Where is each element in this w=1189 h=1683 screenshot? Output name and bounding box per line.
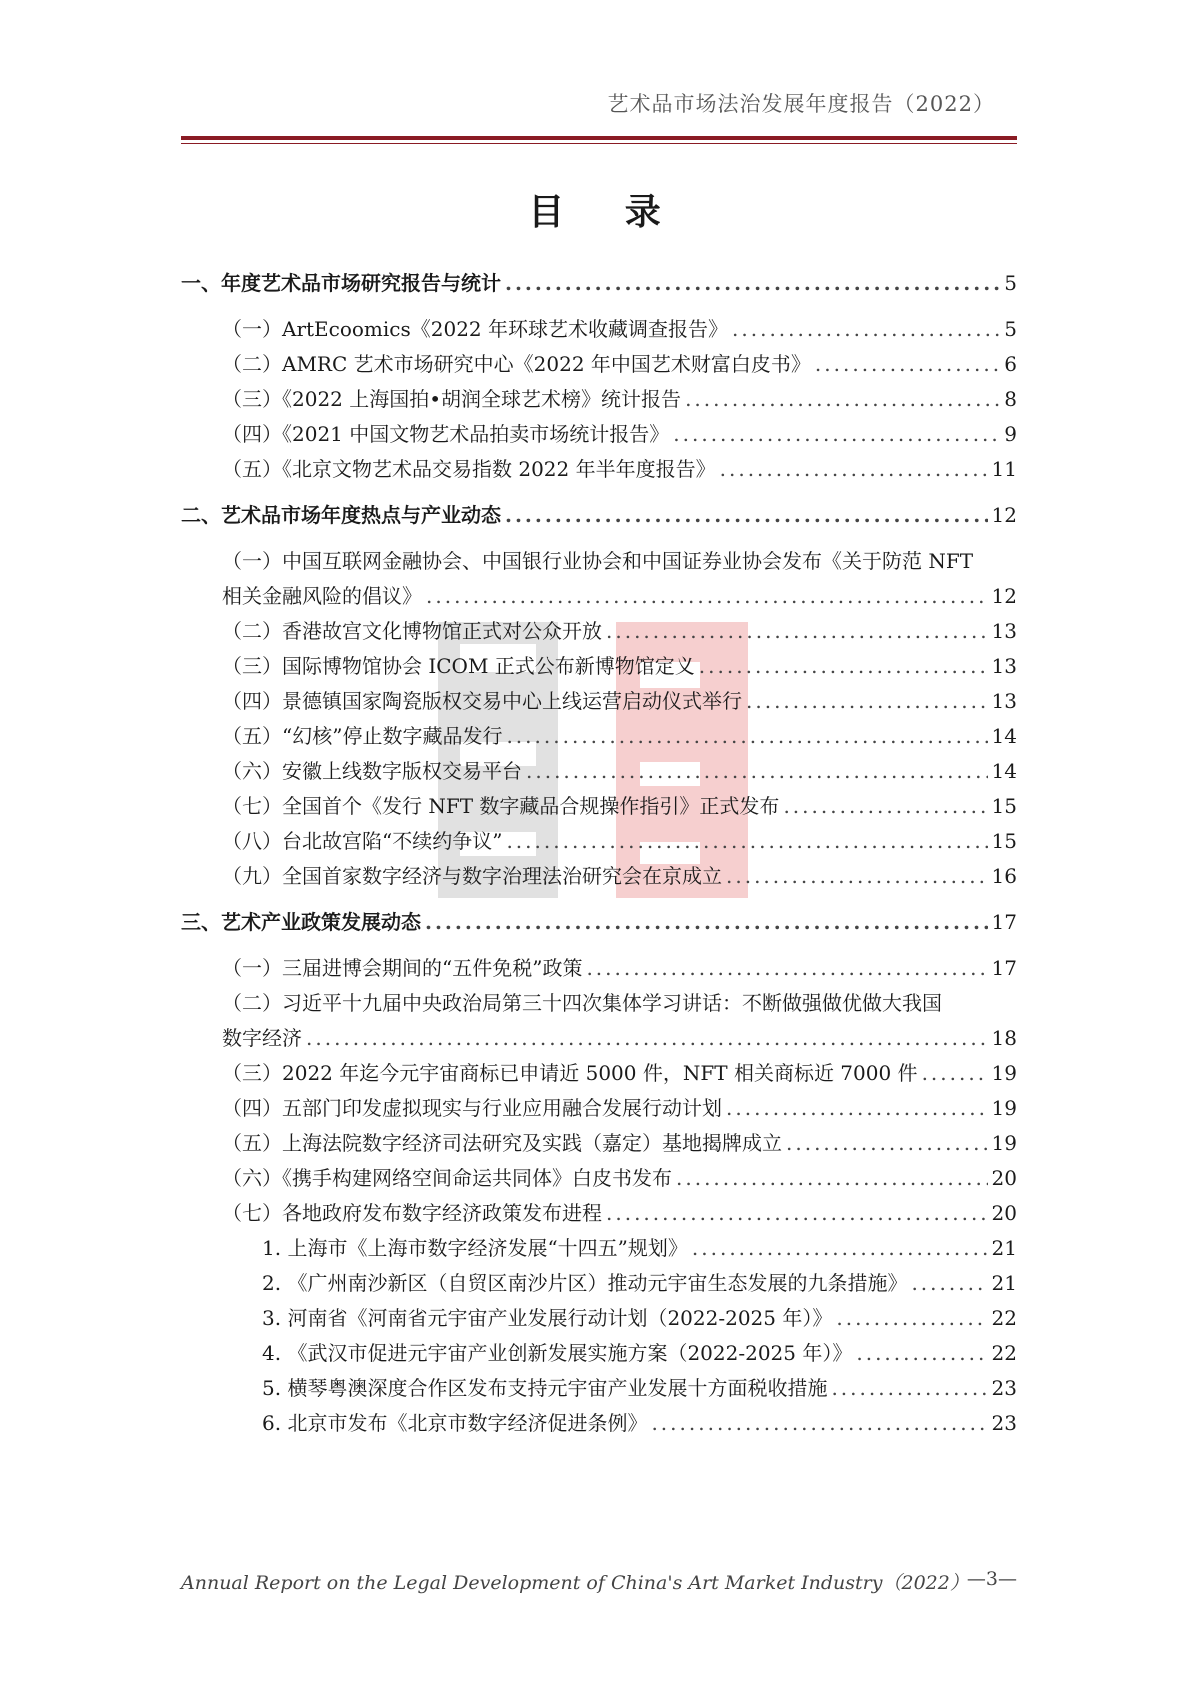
toc-entry-page: 12: [991, 584, 1017, 608]
toc-entry[interactable]: [222, 1092, 1017, 1124]
toc-entry-page: 13: [991, 689, 1017, 713]
toc-entry-text: 3. 河南省《河南省元宇宙产业发展行动计划（2022-2025 年）》: [262, 1306, 833, 1330]
running-footer-title: Annual Report on the Legal Development of China's Art Market Industry（2022）: [181, 1572, 969, 1594]
toc-entry-text: （七）各地政府发布数字经济政策发布进程: [222, 1201, 602, 1225]
toc-entry-page: 20: [991, 1201, 1017, 1225]
header-rule-thin: [181, 143, 1017, 144]
toc-entry[interactable]: [222, 685, 1017, 717]
toc-leader: [506, 825, 987, 857]
toc-entry[interactable]: [222, 825, 1017, 857]
toc-entry-text: （二）习近平十九届中央政治局第三十四次集体学习讲话：不断做强做优做大我国: [222, 991, 942, 1015]
toc-leader: [746, 685, 988, 717]
toc-leader: [836, 1302, 987, 1334]
toc-entry-text: 5. 横琴粤澳深度合作区发布支持元宇宙产业发展十方面税收措施: [262, 1376, 828, 1400]
toc-entry-text: （五）“幻核”停止数字藏品发行: [222, 724, 503, 748]
toc-entry[interactable]: [222, 1057, 1017, 1089]
toc-leader: [673, 418, 1000, 450]
toc-entry-text: （二）AMRC 艺术市场研究中心《2022 年中国艺术财富白皮书》: [222, 352, 811, 376]
toc-entry-page: 19: [991, 1061, 1017, 1085]
toc-entry-page: 20: [991, 1166, 1017, 1190]
toc-entry-continuation[interactable]: [222, 580, 1017, 612]
toc-entry-page: 18: [991, 1026, 1017, 1050]
toc-entry[interactable]: [222, 1162, 1017, 1194]
toc-leader: [922, 1057, 988, 1089]
toc-entry[interactable]: [222, 952, 1017, 984]
toc-leader: [726, 860, 988, 892]
toc-entry[interactable]: [222, 348, 1017, 380]
toc-entry-page: 13: [991, 654, 1017, 678]
toc-entry[interactable]: [222, 418, 1017, 450]
toc-entry-text: （六）《携手构建网络空间命运共同体》白皮书发布: [222, 1166, 672, 1190]
toc-leader: [692, 1232, 988, 1264]
toc-entry-page: 14: [991, 759, 1017, 783]
toc-entry[interactable]: [222, 615, 1017, 647]
toc-leader: [505, 267, 1000, 299]
toc-entry-text: （五）上海法院数字经济司法研究及实践（嘉定）基地揭牌成立: [222, 1131, 782, 1155]
toc-entry-page: 23: [991, 1376, 1017, 1400]
toc-entry-text: （一）ArtEcoomics《2022 年环球艺术收藏调查报告》: [222, 317, 729, 341]
running-header-title: 艺术品市场法治发展年度报告（2022）: [607, 92, 995, 116]
toc-entry[interactable]: [222, 1197, 1017, 1229]
toc-entry-page: 5: [1004, 271, 1017, 295]
toc-entry[interactable]: [222, 720, 1017, 752]
toc-entry[interactable]: [181, 267, 1017, 299]
toc-entry-text: 一、年度艺术品市场研究报告与统计: [181, 271, 501, 295]
toc-entry[interactable]: [222, 650, 1017, 682]
toc-entry[interactable]: [222, 1127, 1017, 1159]
toc-leader: [732, 313, 1000, 345]
toc-entry-text: （二）香港故宫文化博物馆正式对公众开放: [222, 619, 602, 643]
toc-entry-text: （七）全国首个《发行 NFT 数字藏品合规操作指引》正式发布: [222, 794, 780, 818]
toc-entry-text: （四）景德镇国家陶瓷版权交易中心上线运营启动仪式举行: [222, 689, 742, 713]
toc-leader: [506, 720, 987, 752]
header-rule-thick: [181, 136, 1017, 140]
toc-entry-page: 9: [1004, 422, 1017, 446]
toc-entry-text: （三）2022 年迄今元宇宙商标已申请近 5000 件，NFT 相关商标近 7000 件: [222, 1061, 918, 1085]
toc-leader: [505, 499, 988, 531]
toc-entry[interactable]: [222, 790, 1017, 822]
toc-entry-text: 三、艺术产业政策发展动态: [181, 910, 421, 934]
toc-entry[interactable]: [181, 499, 1017, 531]
toc-leader: [425, 906, 988, 938]
toc-entry-text: （三）国际博物馆协会 ICOM 正式公布新博物馆定义: [222, 654, 695, 678]
toc-entry-page: 19: [991, 1096, 1017, 1120]
toc-entry-page: 8: [1004, 387, 1017, 411]
toc-entry[interactable]: [222, 383, 1017, 415]
toc-entry-page: 12: [991, 503, 1017, 527]
toc-entry-page: 14: [991, 724, 1017, 748]
toc-leader: [586, 952, 987, 984]
toc-entry-text: （四）《2021 中国文物艺术品拍卖市场统计报告》: [222, 422, 670, 446]
toc-entry-page: 21: [991, 1271, 1017, 1295]
toc-entry[interactable]: [222, 453, 1017, 485]
toc-entry[interactable]: [181, 906, 1017, 938]
toc-entry-text: 4. 《武汉市促进元宇宙产业创新发展实施方案（2022-2025 年）》: [262, 1341, 853, 1365]
toc-entry-text: 1. 上海市《上海市数字经济发展“十四五”规划》: [262, 1236, 688, 1260]
toc-entry-page: 5: [1004, 317, 1017, 341]
toc-entry[interactable]: [262, 1407, 1017, 1439]
toc-heading: 目 录: [528, 191, 685, 233]
toc-entry-page: 19: [991, 1131, 1017, 1155]
toc-entry-text: 二、艺术品市场年度热点与产业动态: [181, 503, 501, 527]
toc-leader: [651, 1407, 987, 1439]
toc-leader: [606, 615, 988, 647]
toc-entry-first-line[interactable]: [222, 545, 1017, 577]
toc-entry-text: （五）《北京文物艺术品交易指数 2022 年半年度报告》: [222, 457, 716, 481]
toc-entry-text: 6. 北京市发布《北京市数字经济促进条例》: [262, 1411, 648, 1435]
toc-leader: [786, 1127, 988, 1159]
toc-leader: [676, 1162, 988, 1194]
toc-entry-text: （八）台北故宫陷“不续约争议”: [222, 829, 503, 853]
toc-leader: [911, 1267, 987, 1299]
toc-leader: [699, 650, 988, 682]
toc-entry-page: 11: [991, 457, 1017, 481]
toc-entry-first-line[interactable]: [222, 987, 1017, 1019]
toc-entry[interactable]: [262, 1302, 1017, 1334]
toc-entry[interactable]: [262, 1337, 1017, 1369]
toc-entry-text: （六）安徽上线数字版权交易平台: [222, 759, 522, 783]
toc-entry[interactable]: [222, 755, 1017, 787]
page-number: —3—: [966, 1568, 1017, 1590]
toc-leader: [526, 755, 988, 787]
toc-entry[interactable]: [222, 860, 1017, 892]
toc-entry-text: 数字经济: [222, 1026, 302, 1050]
toc-leader: [726, 1092, 988, 1124]
toc-leader: [815, 348, 1000, 380]
toc-entry[interactable]: [262, 1232, 1017, 1264]
toc-entry-page: 17: [991, 956, 1017, 980]
toc-entry-continuation[interactable]: [222, 1022, 1017, 1054]
toc-entry-text: （一）中国互联网金融协会、中国银行业协会和中国证券业协会发布《关于防范 NFT: [222, 549, 974, 573]
toc-entry-text: （三）《2022 上海国拍•胡润全球艺术榜》统计报告: [222, 387, 682, 411]
toc-entry-page: 23: [991, 1411, 1017, 1435]
toc-leader: [685, 383, 1000, 415]
toc-entry-text: 2. 《广州南沙新区（自贸区南沙片区）推动元宇宙生态发展的九条措施》: [262, 1271, 908, 1295]
toc-entry[interactable]: [262, 1267, 1017, 1299]
toc-leader: [831, 1372, 987, 1404]
toc-leader: [306, 1022, 988, 1054]
toc-entry-page: 15: [991, 829, 1017, 853]
toc-entry-text: 相关金融风险的倡议》: [222, 584, 422, 608]
toc-leader: [606, 1197, 988, 1229]
toc-entry-text: （一）三届进博会期间的“五件免税”政策: [222, 956, 583, 980]
toc-entry[interactable]: [262, 1372, 1017, 1404]
toc-leader: [783, 790, 987, 822]
toc-entry-page: 22: [991, 1341, 1017, 1365]
toc-entry-page: 16: [991, 864, 1017, 888]
toc-entry-page: 21: [991, 1236, 1017, 1260]
toc-leader: [856, 1337, 987, 1369]
toc-entry-page: 15: [991, 794, 1017, 818]
toc-leader: [426, 580, 988, 612]
toc-entry[interactable]: [222, 313, 1017, 345]
toc-leader: [720, 453, 988, 485]
toc-entry-page: 6: [1004, 352, 1017, 376]
toc-entry-page: 22: [991, 1306, 1017, 1330]
toc-entry-text: （四）五部门印发虚拟现实与行业应用融合发展行动计划: [222, 1096, 722, 1120]
toc-entry-text: （九）全国首家数字经济与数字治理法治研究会在京成立: [222, 864, 722, 888]
toc-entry-page: 17: [991, 910, 1017, 934]
toc-entry-page: 13: [991, 619, 1017, 643]
